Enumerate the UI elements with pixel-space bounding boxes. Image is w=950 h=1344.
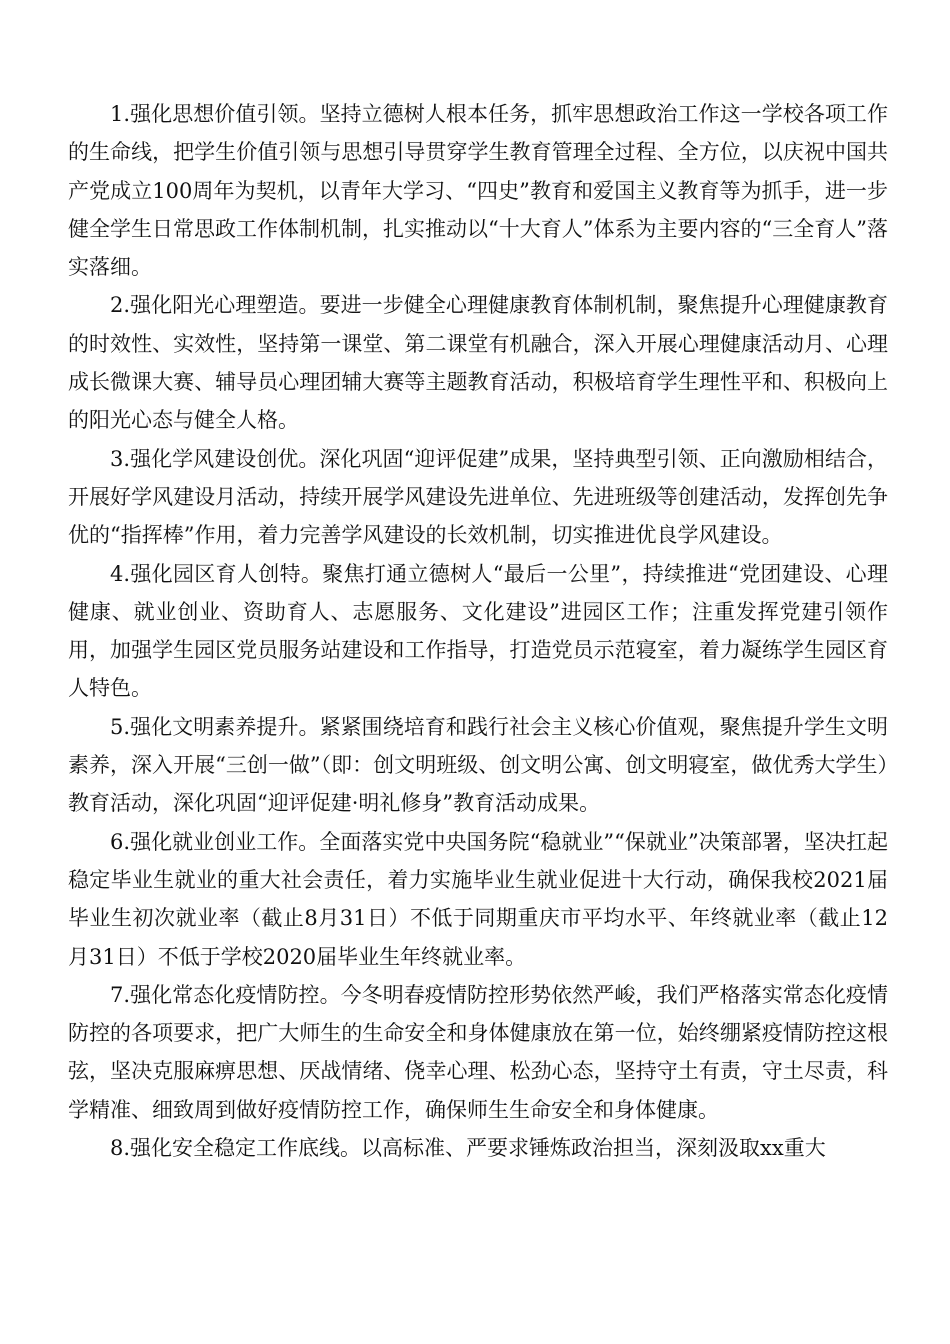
paragraph-7: 7.强化常态化疫情防控。今冬明春疫情防控形势依然严峻，我们严格落实常态化疫情防控的各项要求，把广大师生的生命安全和身体健康放在第一位，始终绷紧疫情防控这根弦，坚决克服麻痹思想、厌战情绪、侥幸心理、松劲心态，坚持守土有责，守土尽责，科学精准、细致周到做好疫情防控工作，确保师生生命安全和身体健康。	[68, 982, 888, 1122]
document-page	[68, 95, 888, 1167]
paragraph-5: 5.强化文明素养提升。紧紧围绕培育和践行社会主义核心价值观，聚焦提升学生文明素养，深入开展“三创一做”（即：创文明班级、创文明公寓、创文明寝室，做优秀大学生）教育活动，深化巩固“迎评促建·明礼修身”教育活动成果。	[68, 714, 888, 816]
paragraph-2: 2.强化阳光心理塑造。要进一步健全心理健康教育体制机制，聚焦提升心理健康教育的时效性、实效性，坚持第一课堂、第二课堂有机融合，深入开展心理健康活动月、心理成长微课大赛、辅导员心理团辅大赛等主题教育活动，积极培育学生理性平和、积极向上的阳光心态与健全人格。	[68, 293, 888, 433]
paragraph-3: 3.强化学风建设创优。深化巩固“迎评促建”成果，坚持典型引领、正向激励相结合，开展好学风建设月活动，持续开展学风建设先进单位、先进班级等创建活动，发挥创先争优的“指挥棒”作用，着力完善学风建设的长效机制，切实推进优良学风建设。	[68, 446, 888, 548]
paragraph-1: 1.强化思想价值引领。坚持立德树人根本任务，抓牢思想政治工作这一学校各项工作的生命线，把学生价值引领与思想引导贯穿学生教育管理全过程、全方位，以庆祝中国共产党成立100周年为契机，以青年大学习、“四史”教育和爱国主义教育等为抓手，进一步健全学生日常思政工作体制机制，扎实推动以“十大育人”体系为主要内容的“三全育人”落实落细。	[68, 102, 888, 280]
paragraph-6: 6.强化就业创业工作。全面落实党中央国务院“稳就业”“保就业”决策部署，坚决扛起稳定毕业生就业的重大社会责任，着力实施毕业生就业促进十大行动，确保我校2021届毕业生初次就业率（截止8月31日）不低于同期重庆市平均水平、年终就业率（截止12月31日）不低于学校2020届毕业生年终就业率。	[68, 829, 888, 969]
paragraph-4: 4.强化园区育人创特。聚焦打通立德树人“最后一公里”，持续推进“党团建设、心理健康、就业创业、资助育人、志愿服务、文化建设”进园区工作；注重发挥党建引领作用，加强学生园区党员服务站建设和工作指导，打造党员示范寝室，着力凝练学生园区育人特色。	[68, 561, 888, 701]
paragraph-8: 8.强化安全稳定工作底线。以高标准、严要求锤炼政治担当，深刻汲取xx重大	[110, 1136, 826, 1161]
